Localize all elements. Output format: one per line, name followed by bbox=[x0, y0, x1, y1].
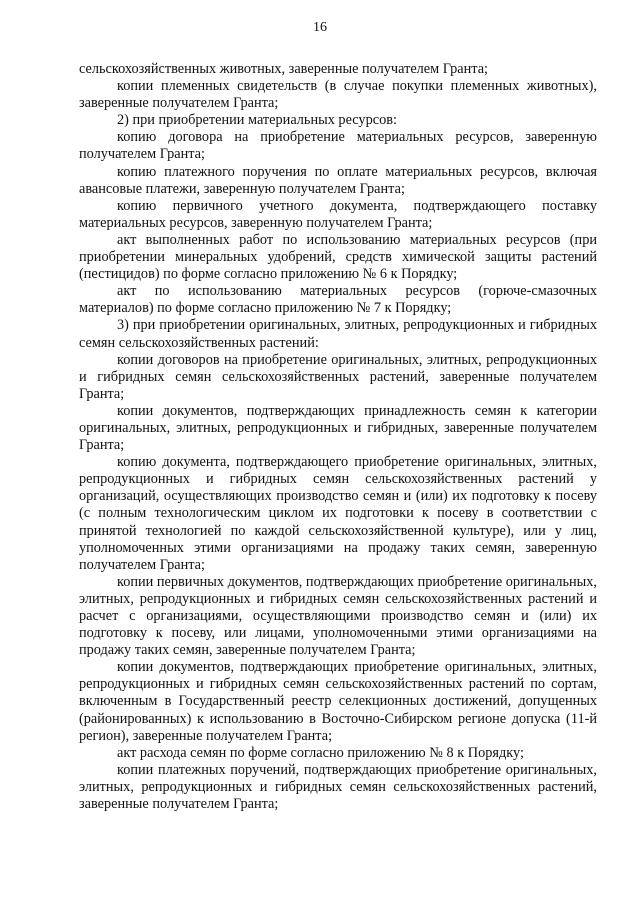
paragraph-work-act: акт выполненных работ по использованию материальных ресурсов (при приобретении минеральных удобрений, средств химической защиты растений (пестицидов) по форме согласно приложению № 6 к Порядку; bbox=[79, 231, 597, 283]
document-body bbox=[79, 61, 597, 813]
paragraph-seed-purchase-document: копию документа, подтверждающего приобретение оригинальных, элитных, репродукционных и гибридных семян сельскохозяйственных растений у организаций, осуществляющих производство семян и (или) их подготовку к посеву (с полным технологическим циклом их подготовки к посеву в соответствии с принятой технологией по каждой сельскохозяйственной культуре), или у лиц, уполномоченных этими организациями на продажу таких семян, заверенную получателем Гранта; bbox=[79, 454, 597, 573]
paragraph-primary-document: копию первичного учетного документа, подтверждающего поставку материальных ресурсов, заверенную получателем Гранта; bbox=[79, 197, 597, 231]
paragraph-seed-primary-documents: копии первичных документов, подтверждающих приобретение оригинальных, элитных, репродукционных и гибридных семян сельскохозяйственных растений и расчет с организациями, осуществляющими производство семян и (или) их подготовку к посеву, или лицами, уполномоченными этими организациями на продажу таких семян, заверенные получателем Гранта; bbox=[79, 573, 597, 659]
paragraph-breeding-certificates: копии племенных свидетельств (в случае покупки племенных животных), заверенные получателем Гранта; bbox=[79, 78, 597, 112]
paragraph-seed-category-documents: копии документов, подтверждающих принадлежность семян к категории оригинальных, элитных, репродукционных и гибридных, заверенные получателем Гранта; bbox=[79, 402, 597, 454]
paragraph-payment-order: копию платежного поручения по оплате материальных ресурсов, включая авансовые платежи, заверенную получателем Гранта; bbox=[79, 163, 597, 197]
paragraph-resource-contract: копию договора на приобретение материальных ресурсов, заверенную получателем Гранта; bbox=[79, 129, 597, 163]
paragraph-fuel-act: акт по использованию материальных ресурсов (горюче-смазочных материалов) по форме согласно приложению № 7 к Порядку; bbox=[79, 283, 597, 317]
paragraph-seed-consumption-act: акт расхода семян по форме согласно приложению № 8 к Порядку; bbox=[117, 744, 524, 761]
paragraph-seed-payment-orders: копии платежных поручений, подтверждающих приобретение оригинальных, элитных, репродукционных и гибридных семян сельскохозяйственных растений, заверенные получателем Гранта; bbox=[79, 761, 597, 813]
page-number: 16 bbox=[313, 20, 327, 35]
paragraph-item-3-heading: 3) при приобретении оригинальных, элитных, репродукционных и гибридных семян сельскохозяйственных растений: bbox=[79, 317, 597, 351]
paragraph-seed-variety-documents: копии документов, подтверждающих приобретение оригинальных, элитных, репродукционных и гибридных семян сельскохозяйственных растений по сортам, включенным в Государственный реестр селекционных достижений, допущенных (районированных) к использованию в Восточно-Сибирском регионе допуска (11-й регион), заверенные получателем Гранта; bbox=[79, 659, 597, 744]
paragraph-item-2-heading: 2) при приобретении материальных ресурсов: bbox=[117, 112, 397, 129]
paragraph-continuation: сельскохозяйственных животных, заверенные получателем Гранта; bbox=[79, 61, 489, 77]
paragraph-seed-contracts: копии договоров на приобретение оригинальных, элитных, репродукционных и гибридных семян сельскохозяйственных растений, заверенные получателем Гранта; bbox=[79, 351, 597, 402]
